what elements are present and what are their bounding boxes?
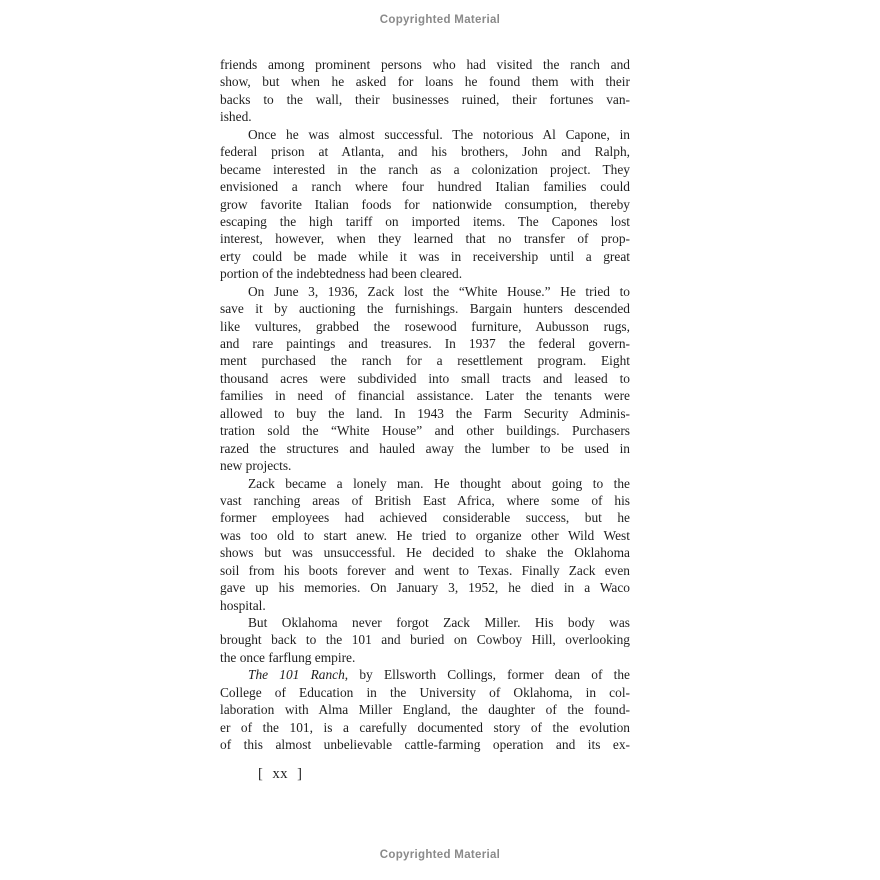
text-line: On June 3, 1936, Zack lost the “White House.” He tried to <box>248 283 630 299</box>
text-line: gave up his memories. On January 3, 1952, he died in a Waco <box>220 580 630 596</box>
paragraph <box>220 666 630 753</box>
text-line: families in need of financial assistance. Later the tenants were <box>220 388 630 404</box>
text-segment: , by Ellsworth Collings, former dean of the <box>344 667 630 683</box>
text-line: tration sold the “White House” and other buildings. Purchasers <box>220 423 630 439</box>
text-line: allowed to buy the land. In 1943 the Farm Security Adminis- <box>220 405 630 421</box>
italic-text: The 101 Ranch <box>248 667 345 683</box>
text-line: erty could be made while it was in receivership until a great <box>220 248 630 264</box>
text-line: hospital. <box>220 597 266 613</box>
text-line: save it by auctioning the furnishings. Bargain hunters descended <box>220 301 630 317</box>
text-line: Zack became a lonely man. He thought about going to the <box>248 475 630 491</box>
text-line: envisioned a ranch where four hundred Italian families could <box>220 179 630 195</box>
text-line: er of the 101, is a carefully documented story of the evolution <box>220 719 630 735</box>
text-line: College of Education in the University of Oklahoma, in col- <box>220 684 630 700</box>
paragraph <box>220 614 630 666</box>
paragraph <box>220 475 630 615</box>
text-line: of this almost unbelievable cattle-farming operation and its ex- <box>220 737 630 753</box>
copyright-notice-bottom: Copyrighted Material <box>379 849 501 861</box>
text-line: escaping the high tariff on imported items. The Capones lost <box>220 213 630 229</box>
text-line: former employees had achieved considerable success, but he <box>220 510 630 526</box>
paragraph <box>220 56 630 126</box>
text-line: soil from his boots forever and went to Texas. Finally Zack even <box>220 562 630 578</box>
text-line: razed the structures and hauled away the lumber to be used in <box>220 440 630 456</box>
text-line: ished. <box>220 109 252 125</box>
text-line: ment purchased the ranch for a resettlement program. Eight <box>220 353 630 369</box>
text-line: friends among prominent persons who had visited the ranch and <box>220 57 630 72</box>
text-line: and rare paintings and treasures. In 1937 the federal govern- <box>220 336 630 351</box>
text-line: thousand acres were subdivided into small tracts and leased to <box>220 370 630 386</box>
text-line: like vultures, grabbed the rosewood furniture, Aubusson rugs, <box>220 318 630 334</box>
page-number: [ xx ] <box>258 766 303 782</box>
text-line: became interested in the ranch as a colonization project. They <box>220 161 630 177</box>
text-line: was too old to start anew. He tried to organize other Wild West <box>220 527 630 543</box>
text-line: brought back to the 101 and buried on Cowboy Hill, overlooking <box>220 632 630 648</box>
text-line: federal prison at Atlanta, and his brothers, John and Ralph, <box>220 144 630 160</box>
text-line <box>220 666 630 683</box>
text-block <box>220 56 630 754</box>
text-line: interest, however, when they learned that no transfer of prop- <box>220 231 630 247</box>
text-line: But Oklahoma never forgot Zack Miller. His body was <box>248 615 630 630</box>
text-line: portion of the indebtedness had been cleared. <box>220 266 463 282</box>
text-line: backs to the wall, their businesses ruined, their fortunes van- <box>220 91 630 107</box>
paragraph <box>220 283 630 475</box>
text-line: vast ranching areas of British East Africa, where some of his <box>220 492 630 508</box>
copyright-notice-top: Copyrighted Material <box>379 14 501 26</box>
text-line: the once farflung empire. <box>220 649 356 665</box>
text-line: laboration with Alma Miller England, the daughter of the found- <box>220 702 630 718</box>
paragraph <box>220 126 630 283</box>
text-line: show, but when he asked for loans he found them with their <box>220 74 630 90</box>
text-line: Once he was almost successful. The notorious Al Capone, in <box>248 126 630 142</box>
text-line: grow favorite Italian foods for nationwide consumption, thereby <box>220 196 630 212</box>
text-line: shows but was unsuccessful. He decided to shake the Oklahoma <box>220 545 630 561</box>
text-line: new projects. <box>220 458 292 474</box>
